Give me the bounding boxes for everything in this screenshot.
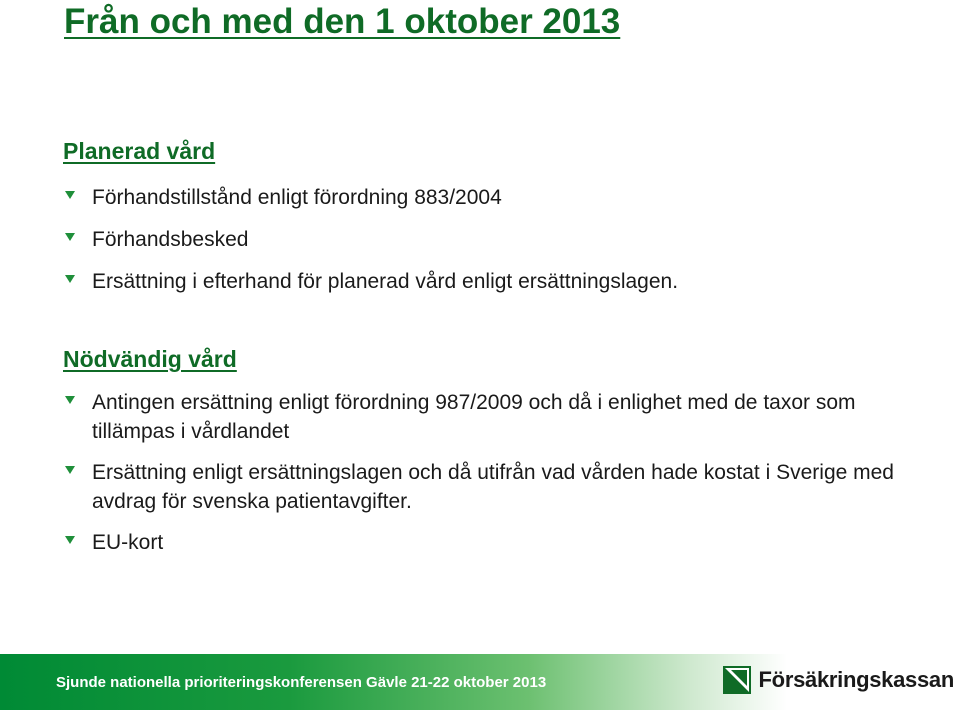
list-item: [63, 528, 923, 557]
list-item-text: EU-kort: [92, 531, 164, 554]
footer-bar: [0, 654, 960, 710]
list-item: [63, 225, 923, 254]
slide-title: Från och med den 1 oktober 2013: [64, 2, 621, 41]
list-item-text: Förhandstillstånd enligt förordning 883/2004: [92, 186, 502, 209]
list-item: [63, 183, 923, 212]
section-nodvandig-vard: [63, 346, 923, 569]
list-item-text: Ersättning enligt ersättningslagen och då utifrån vad vården hade kostat i Sverige med avdrag för svenska patientavgifter.: [92, 461, 894, 513]
list-item-text: Ersättning i efterhand för planerad vård enligt ersättningslagen.: [92, 270, 679, 293]
forsakringskassan-logo-icon: [723, 666, 751, 694]
bullet-icon: [65, 233, 75, 241]
bullet-list: [63, 183, 923, 296]
bullet-icon: [65, 536, 75, 544]
list-item-text: Antingen ersättning enligt förordning 987/2009 och då i enlighet med de taxor som tillämpas i vårdlandet: [92, 391, 856, 443]
list-item: [63, 388, 923, 446]
bullet-icon: [65, 191, 75, 199]
bullet-icon: [65, 396, 75, 404]
footer-text: Sjunde nationella prioriteringskonferensen Gävle 21-22 oktober 2013: [56, 674, 547, 691]
bullet-list: [63, 388, 923, 557]
logo: [723, 666, 954, 694]
section-planerad-vard: [63, 138, 923, 309]
list-item: [63, 458, 923, 516]
list-item-text: Förhandsbesked: [92, 228, 249, 251]
bullet-icon: [65, 275, 75, 283]
list-item: [63, 267, 923, 296]
section-heading: Planerad vård: [63, 138, 216, 164]
section-heading: Nödvändig vård: [63, 346, 237, 372]
bullet-icon: [65, 466, 75, 474]
logo-text: Försäkringskassan: [758, 667, 954, 692]
